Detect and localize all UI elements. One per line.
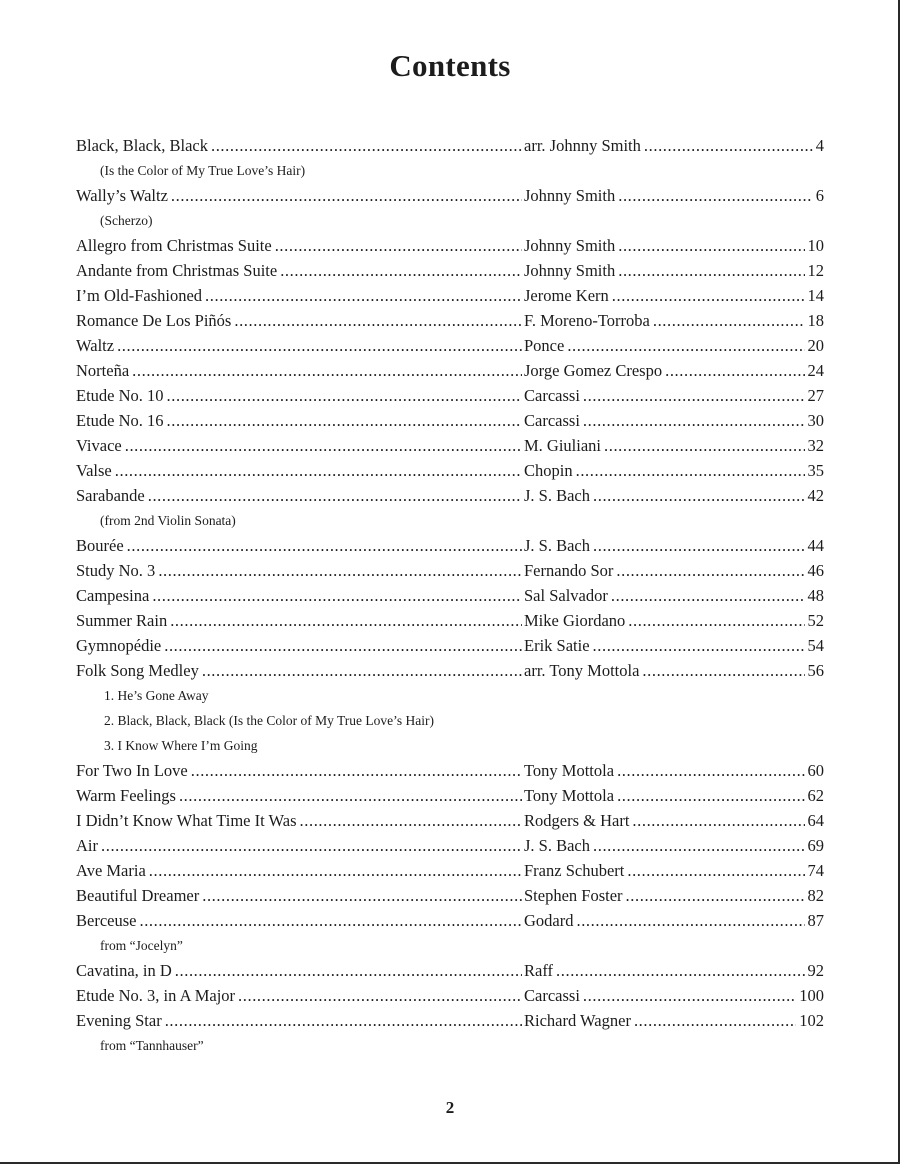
entry-title: Waltz [76, 336, 115, 355]
dot-leader [170, 608, 522, 633]
entry-title: Gymnopédie [76, 636, 162, 655]
dot-leader [275, 233, 522, 258]
entry-subitem: 3. I Know Where I’m Going [104, 738, 258, 753]
entry-title: Evening Star [76, 1011, 162, 1030]
entry-subtitle: (from 2nd Violin Sonata) [100, 513, 236, 528]
entry-title-column [76, 408, 522, 433]
dot-leader [628, 608, 804, 633]
entry-page: 69 [807, 836, 824, 855]
entry-subtitle: (Is the Color of My True Love’s Hair) [100, 163, 306, 178]
entry-subtitle: (Scherzo) [100, 213, 153, 228]
dot-leader [626, 883, 805, 908]
dot-leader [115, 458, 522, 483]
entry-composer: J. S. Bach [524, 836, 590, 855]
entry-title: Cavatina, in D [76, 961, 172, 980]
entry-page: 14 [807, 286, 824, 305]
dot-leader [642, 658, 804, 683]
entry-title-column [76, 258, 522, 283]
entry-title: Etude No. 10 [76, 386, 164, 405]
toc-entry [76, 758, 824, 783]
entry-composer-column [522, 658, 824, 683]
entry-title-column [76, 458, 522, 483]
dot-leader [556, 958, 804, 983]
toc-entry [76, 233, 824, 258]
entry-page: 56 [807, 661, 824, 680]
entry-title: Folk Song Medley [76, 661, 199, 680]
entry-title: Andante from Christmas Suite [76, 261, 278, 280]
entry-subtitle: from “Tannhauser” [100, 1038, 204, 1053]
entry-composer-column [522, 783, 824, 808]
entry-title: Black, Black, Black [76, 136, 208, 155]
entry-composer-column [522, 408, 824, 433]
entry-page: 54 [807, 636, 824, 655]
dot-leader [175, 958, 522, 983]
entry-title-column [76, 833, 522, 858]
entry-page: 27 [807, 386, 824, 405]
entry-title-column [76, 183, 522, 208]
entry-page: 60 [807, 761, 824, 780]
entry-composer: Sal Salvador [524, 586, 608, 605]
entry-title: I’m Old-Fashioned [76, 286, 203, 305]
dot-leader [644, 133, 813, 158]
dot-leader [148, 483, 522, 508]
entry-title-column [76, 583, 522, 608]
entry-title-column [76, 558, 522, 583]
toc-entry [76, 383, 824, 408]
entry-composer-column [522, 883, 824, 908]
entry-composer: Ponce [524, 336, 565, 355]
toc-entry [76, 883, 824, 908]
dot-leader [604, 433, 805, 458]
toc-entry [76, 308, 824, 333]
dot-leader [583, 983, 796, 1008]
entry-page: 48 [807, 586, 824, 605]
entry-title: Berceuse [76, 911, 137, 930]
entry-composer-column [522, 608, 824, 633]
entry-composer: M. Giuliani [524, 436, 601, 455]
dot-leader [627, 858, 804, 883]
entry-title: Campesina [76, 586, 150, 605]
toc-entry [76, 433, 824, 458]
entry-composer-column [522, 483, 824, 508]
entry-page: 4 [815, 136, 824, 155]
entry-composer-column [522, 983, 824, 1008]
entry-title: Summer Rain [76, 611, 168, 630]
entry-composer: Carcassi [524, 386, 580, 405]
dot-leader [593, 833, 805, 858]
toc-entry [76, 533, 824, 558]
entry-composer: Jerome Kern [524, 286, 609, 305]
entry-composer: Johnny Smith [524, 261, 616, 280]
entry-title: Air [76, 836, 98, 855]
entry-composer-column [522, 358, 824, 383]
dot-leader [191, 758, 522, 783]
dot-leader [234, 308, 522, 333]
entry-page: 24 [807, 361, 824, 380]
entry-subitem: 1. He’s Gone Away [104, 688, 209, 703]
dot-leader [202, 883, 522, 908]
entry-composer: Stephen Foster [524, 886, 623, 905]
toc-entry [76, 483, 824, 508]
entry-title-column [76, 233, 522, 258]
toc-entry [76, 183, 824, 208]
entry-title-column [76, 358, 522, 383]
dot-leader [583, 408, 805, 433]
dot-leader [618, 233, 804, 258]
dot-leader [618, 258, 804, 283]
entry-title-column [76, 783, 522, 808]
entry-composer-column [522, 583, 824, 608]
entry-page: 20 [807, 336, 824, 355]
entry-title: Sarabande [76, 486, 145, 505]
dot-leader [165, 1008, 522, 1033]
dot-leader [653, 308, 805, 333]
entry-title: Etude No. 16 [76, 411, 164, 430]
entry-composer: Richard Wagner [524, 1011, 631, 1030]
entry-composer: J. S. Bach [524, 536, 590, 555]
dot-leader [149, 858, 522, 883]
dot-leader [125, 433, 522, 458]
entry-page: 32 [807, 436, 824, 455]
table-of-contents [76, 133, 824, 1058]
toc-entry [76, 283, 824, 308]
entry-page: 30 [807, 411, 824, 430]
toc-entry [76, 558, 824, 583]
dot-leader [152, 583, 522, 608]
entry-composer: Rodgers & Hart [524, 811, 630, 830]
dot-leader [179, 783, 522, 808]
dot-leader [617, 758, 804, 783]
toc-entry [76, 908, 824, 933]
entry-title: Bourée [76, 536, 124, 555]
dot-leader [583, 383, 805, 408]
entry-subitem: 2. Black, Black, Black (Is the Color of My True Love’s Hair) [104, 713, 434, 728]
entry-title: Valse [76, 461, 112, 480]
entry-title-column [76, 983, 522, 1008]
entry-composer: Chopin [524, 461, 573, 480]
entry-composer-column [522, 233, 824, 258]
entry-composer-column [522, 633, 824, 658]
entry-page: 92 [807, 961, 824, 980]
page-title: Contents [389, 48, 511, 83]
entry-composer-column [522, 758, 824, 783]
entry-composer: Tony Mottola [524, 786, 615, 805]
entry-composer: Mike Giordano [524, 611, 626, 630]
entry-title-column [76, 958, 522, 983]
entry-composer-column [522, 833, 824, 858]
dot-leader [158, 558, 522, 583]
entry-composer: Tony Mottola [524, 761, 615, 780]
entry-composer: Erik Satie [524, 636, 590, 655]
dot-leader [101, 833, 522, 858]
entry-page: 44 [807, 536, 824, 555]
entry-composer: Johnny Smith [524, 236, 616, 255]
dot-leader [171, 183, 522, 208]
entry-page: 12 [807, 261, 824, 280]
dot-leader [117, 333, 522, 358]
toc-entry [76, 458, 824, 483]
entry-composer-column [522, 908, 824, 933]
dot-leader [164, 633, 522, 658]
dot-leader [280, 258, 522, 283]
entry-title: I Didn’t Know What Time It Was [76, 811, 297, 830]
entry-page: 82 [807, 886, 824, 905]
entry-composer: Carcassi [524, 411, 580, 430]
toc-entry [76, 808, 824, 833]
entry-title: Romance De Los Piñós [76, 311, 232, 330]
entry-title: Ave Maria [76, 861, 146, 880]
dot-leader [139, 908, 522, 933]
entry-composer-column [522, 558, 824, 583]
dot-leader [616, 558, 804, 583]
entry-composer-column [522, 283, 824, 308]
entry-composer: F. Moreno-Torroba [524, 311, 650, 330]
dot-leader [238, 983, 522, 1008]
page-number: 2 [445, 1098, 455, 1117]
entry-title-column [76, 908, 522, 933]
entry-title-column [76, 308, 522, 333]
entry-title: Etude No. 3, in A Major [76, 986, 236, 1005]
entry-title-column [76, 283, 522, 308]
entry-composer: Fernando Sor [524, 561, 614, 580]
toc-entry [76, 258, 824, 283]
entry-composer-column [522, 308, 824, 333]
dot-leader [211, 133, 522, 158]
dot-leader [593, 633, 805, 658]
toc-entry [76, 833, 824, 858]
entry-page: 74 [807, 861, 824, 880]
dot-leader [576, 458, 805, 483]
toc-entry [76, 983, 824, 1008]
entry-title: Beautiful Dreamer [76, 886, 200, 905]
entry-composer: Franz Schubert [524, 861, 625, 880]
toc-entry [76, 958, 824, 983]
dot-leader [576, 908, 804, 933]
entry-title: For Two In Love [76, 761, 188, 780]
dot-leader [612, 283, 805, 308]
toc-entry [76, 658, 824, 683]
entry-page: 87 [807, 911, 824, 930]
entry-title-column [76, 858, 522, 883]
entry-title-column [76, 133, 522, 158]
entry-composer-column [522, 133, 824, 158]
entry-title-column [76, 808, 522, 833]
toc-entry [76, 608, 824, 633]
entry-title: Study No. 3 [76, 561, 156, 580]
entry-title-column [76, 1008, 522, 1033]
toc-entry [76, 783, 824, 808]
entry-page: 35 [807, 461, 824, 480]
entry-composer-column [522, 458, 824, 483]
entry-page: 102 [799, 1011, 824, 1030]
toc-entry [76, 858, 824, 883]
entry-subtitle: from “Jocelyn” [100, 938, 183, 953]
entry-title-column [76, 533, 522, 558]
entry-composer-column [522, 1008, 824, 1033]
entry-title: Vivace [76, 436, 122, 455]
dot-leader [632, 808, 804, 833]
entry-composer-column [522, 258, 824, 283]
entry-title-column [76, 433, 522, 458]
entry-composer: Carcassi [524, 986, 580, 1005]
entry-page: 46 [807, 561, 824, 580]
entry-composer-column [522, 858, 824, 883]
dot-leader [202, 658, 522, 683]
dot-leader [132, 358, 522, 383]
dot-leader [567, 333, 804, 358]
dot-leader [167, 383, 522, 408]
entry-composer-column [522, 533, 824, 558]
toc-entry [76, 333, 824, 358]
entry-composer-column [522, 958, 824, 983]
dot-leader [593, 483, 805, 508]
entry-title: Allegro from Christmas Suite [76, 236, 272, 255]
toc-entry [76, 408, 824, 433]
entry-composer: arr. Johnny Smith [524, 136, 641, 155]
entry-composer-column [522, 383, 824, 408]
toc-entry [76, 133, 824, 158]
dot-leader [634, 1008, 796, 1033]
entry-page: 52 [807, 611, 824, 630]
entry-title: Norteña [76, 361, 130, 380]
entry-composer: Jorge Gomez Crespo [524, 361, 663, 380]
entry-title: Warm Feelings [76, 786, 176, 805]
dot-leader [611, 583, 805, 608]
entry-title-column [76, 633, 522, 658]
entry-title-column [76, 758, 522, 783]
toc-entry [76, 1008, 824, 1033]
entry-page: 100 [799, 986, 824, 1005]
dot-leader [665, 358, 804, 383]
entry-title-column [76, 883, 522, 908]
dot-leader [617, 783, 804, 808]
entry-composer-column [522, 433, 824, 458]
entry-page: 64 [807, 811, 824, 830]
entry-title: Wally’s Waltz [76, 186, 168, 205]
dot-leader [205, 283, 522, 308]
entry-page: 42 [807, 486, 824, 505]
entry-composer: Raff [524, 961, 554, 980]
entry-composer: Johnny Smith [524, 186, 616, 205]
entry-page: 18 [807, 311, 824, 330]
dot-leader [167, 408, 522, 433]
entry-composer: arr. Tony Mottola [524, 661, 640, 680]
entry-composer-column [522, 808, 824, 833]
entry-page: 10 [807, 236, 824, 255]
entry-composer: J. S. Bach [524, 486, 590, 505]
entry-title-column [76, 658, 522, 683]
entry-composer-column [522, 333, 824, 358]
entry-title-column [76, 333, 522, 358]
dot-leader [127, 533, 522, 558]
entry-title-column [76, 608, 522, 633]
dot-leader [300, 808, 522, 833]
dot-leader [593, 533, 805, 558]
entry-composer-column [522, 183, 824, 208]
entry-title-column [76, 383, 522, 408]
entry-page: 62 [807, 786, 824, 805]
entry-title-column [76, 483, 522, 508]
toc-entry [76, 633, 824, 658]
toc-entry [76, 358, 824, 383]
dot-leader [618, 183, 813, 208]
entry-composer: Godard [524, 911, 574, 930]
entry-page: 6 [815, 186, 824, 205]
toc-entry [76, 583, 824, 608]
